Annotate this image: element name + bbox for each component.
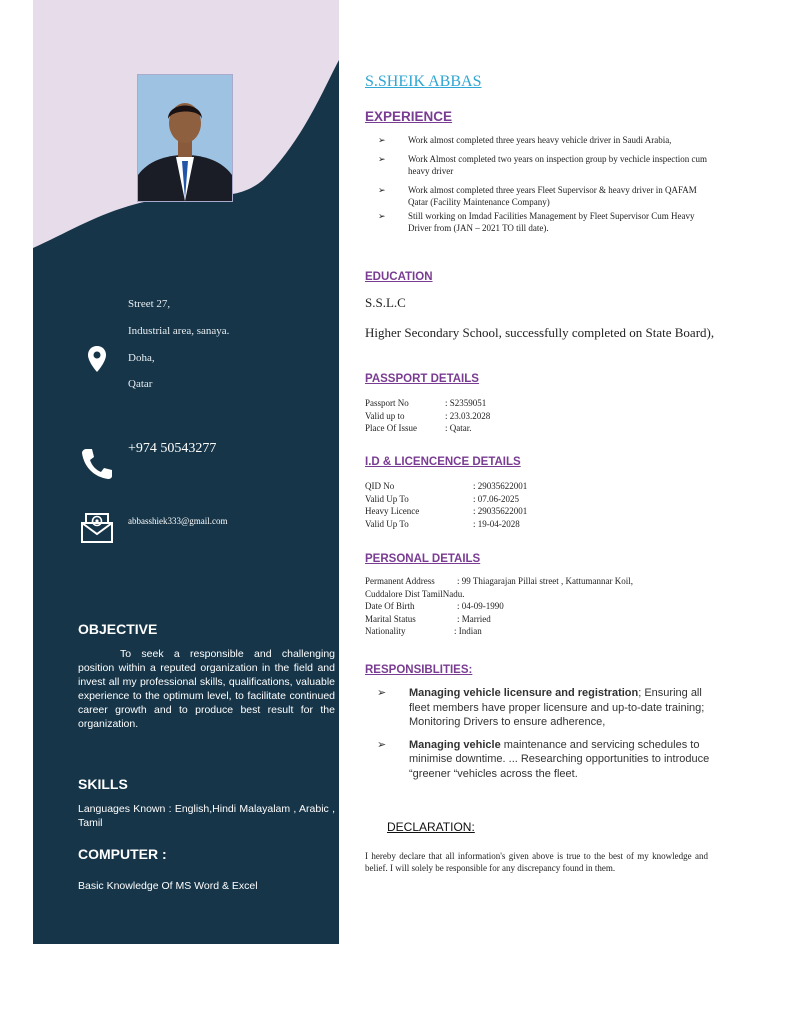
phone-number: +974 50543277: [128, 441, 217, 456]
computer-text: Basic Knowledge Of MS Word & Excel: [78, 880, 258, 892]
education-item: S.S.L.C: [365, 295, 406, 310]
personal-heading: PERSONAL DETAILS: [365, 553, 481, 565]
education-heading: EDUCATION: [365, 271, 433, 283]
arrow-bullet-icon: ➢: [377, 687, 387, 699]
experience-list: [378, 134, 708, 241]
education-item: Higher Secondary School, successfully completed on State Board),: [365, 325, 715, 340]
passport-details: [365, 397, 490, 435]
sidebar: [33, 0, 339, 944]
address-line: Qatar: [128, 378, 153, 390]
list-item: ➢ Work almost completed three years Fleet Supervisor & heavy driver in QAFAM Qatar (Facility Maintenance Company): [378, 185, 697, 207]
licence-details: [365, 480, 527, 530]
address-line: Street 27,: [128, 298, 171, 310]
objective-heading: OBJECTIVE: [78, 621, 158, 637]
computer-heading: COMPUTER :: [78, 846, 167, 862]
detail-row: QID No : 29035622001: [365, 481, 528, 491]
detail-row: Place Of Issue : Qatar.: [365, 423, 472, 433]
objective-text: To seek a responsible and challenging position within a reputed organization in the field and invest all my professional skills, qualifications, valuable experience to the optimum level, to facilitate continued career growth and to produce best result for the organization.: [78, 648, 335, 730]
arrow-bullet-icon: ➢: [377, 738, 387, 751]
detail-row: Date Of Birth : 04-09-1990: [365, 601, 504, 611]
detail-row: Nationality : Indian: [365, 626, 482, 636]
passport-heading: PASSPORT DETAILS: [365, 373, 479, 385]
list-item: ➢ Work almost completed three years heavy vehicle driver in Saudi Arabia,: [378, 135, 672, 145]
skills-heading: SKILLS: [78, 776, 128, 792]
list-item: ➢ Managing vehicle maintenance and servicing schedules to minimise downtime. ... Researching opportunities to introduce “greener “vehicles across the fleet.: [377, 738, 710, 780]
declaration-heading: DECLARATION:: [387, 820, 475, 834]
detail-row: Valid Up To : 07.06-2025: [365, 493, 519, 504]
address-line: Doha,: [128, 352, 155, 364]
location-pin-icon: [87, 345, 107, 373]
address-line: Industrial area, sanaya.: [128, 325, 230, 337]
declaration-text: I hereby declare that all information's given above is true to the best of my knowledge and belief. I will solely be responsible for any discrepancy found in them.: [365, 851, 708, 873]
arrow-bullet-icon: ➢: [378, 135, 386, 145]
candidate-name: S.SHEIK ABBAS: [365, 73, 482, 90]
responsibilities-heading: RESPONSIBLITIES:: [365, 664, 473, 676]
skills-text: Languages Known : English,Hindi Malayalam , Arabic , Tamil: [78, 803, 335, 829]
arrow-bullet-icon: ➢: [378, 154, 386, 164]
email-address: abbasshiek333@gmail.com: [128, 516, 228, 526]
arrow-bullet-icon: ➢: [378, 211, 386, 221]
email-envelope-icon: [80, 510, 114, 544]
detail-row: Cuddalore Dist TamilNadu.: [365, 588, 465, 599]
licence-heading: I.D & LICENCENCE DETAILS: [365, 456, 521, 468]
detail-row: Marital Status : Married: [365, 613, 491, 624]
detail-row: Valid up to : 23.03.2028: [365, 410, 491, 421]
experience-heading: EXPERIENCE: [365, 109, 453, 124]
profile-photo: [137, 74, 233, 202]
detail-row: Permanent Address : 99 Thiagarajan Pillai street , Kattumannar Koil,: [365, 576, 634, 586]
responsibilities-list: [377, 686, 713, 789]
list-item: ➢ Work Almost completed two years on inspection group by vechicle inspection cum heavy driver: [378, 154, 707, 176]
arrow-bullet-icon: ➢: [378, 185, 386, 195]
list-item: ➢ Managing vehicle licensure and registration; Ensuring all fleet members have proper licensure and up-to-date training; Monitoring Drivers to ensure adherence,: [377, 687, 705, 728]
list-item: ➢ Still working on Imdad Facilities Management by Fleet Supervisor Cum Heavy Driver from (JAN – 2021 TO till date).: [378, 211, 695, 233]
phone-icon: [79, 446, 115, 482]
detail-row: Valid Up To : 19-04-2028: [365, 518, 520, 529]
detail-row: Passport No : S2359051: [365, 398, 487, 408]
detail-row: Heavy Licence : 29035622001: [365, 506, 528, 516]
personal-details: [365, 575, 710, 638]
